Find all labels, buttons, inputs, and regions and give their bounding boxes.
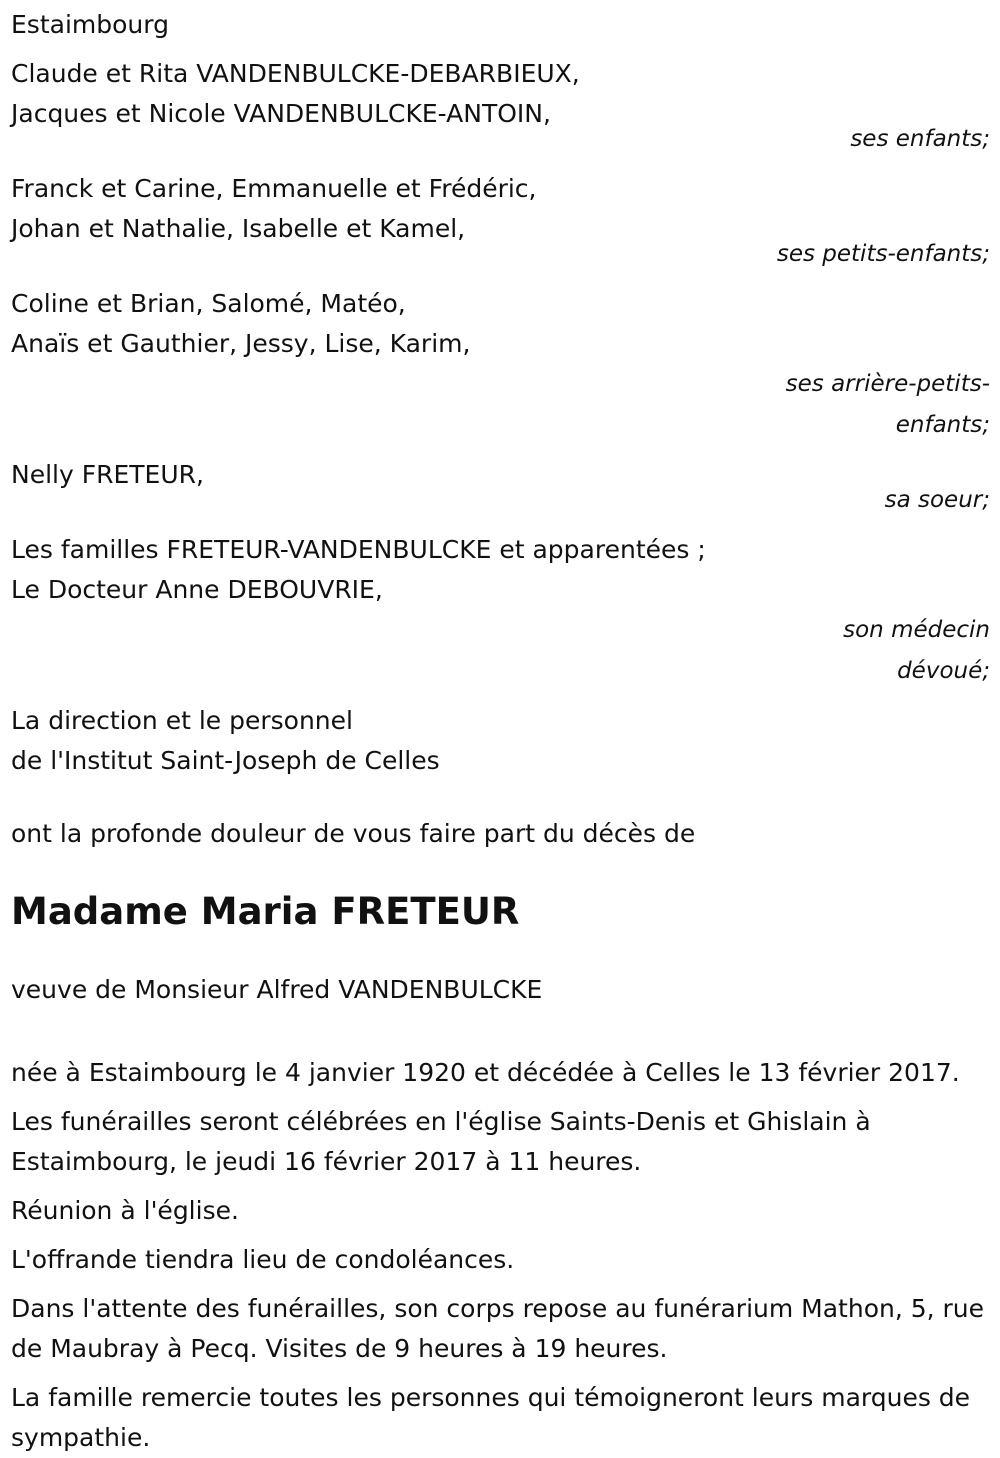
offering-text: L'offrande tiendra lieu de condoléances. bbox=[11, 1245, 515, 1274]
relation-label: son médecin bbox=[843, 617, 990, 643]
relation-label: sa soeur; bbox=[884, 487, 990, 513]
family-group-grandchildren bbox=[11, 169, 990, 275]
family-line: Anaïs et Gauthier, Jessy, Lise, Karim, bbox=[11, 329, 471, 358]
thanks-text: La famille remercie toutes les personnes qui témoigneront leurs marques de sympathie. bbox=[11, 1383, 971, 1452]
family-line: Franck et Carine, Emmanuelle et Frédéric, bbox=[11, 174, 537, 203]
family-group-children bbox=[11, 54, 990, 160]
widow-of-text: veuve de Monsieur Alfred VANDENBULCKE bbox=[11, 975, 543, 1004]
family-line: Les familles FRETEUR-VANDENBULCKE et apparentées ; bbox=[11, 535, 706, 564]
family-line: Coline et Brian, Salomé, Matéo, bbox=[11, 289, 406, 318]
viewing-text: Dans l'attente des funérailles, son corps repose au funérarium Mathon, 5, rue de Maubray à Pecq. Visites de 9 heures à 19 heures. bbox=[11, 1294, 985, 1363]
meeting-text: Réunion à l'église. bbox=[11, 1196, 239, 1225]
family-line: Le Docteur Anne DEBOUVRIE, bbox=[11, 575, 383, 604]
family-line: Claude et Rita VANDENBULCKE-DEBARBIEUX, bbox=[11, 59, 580, 88]
institute-group bbox=[11, 701, 990, 781]
institute-line: de l'Institut Saint-Joseph de Celles bbox=[11, 746, 440, 775]
family-group-sister bbox=[11, 455, 990, 521]
family-line: Jacques et Nicole VANDENBULCKE-ANTOIN, bbox=[11, 99, 551, 128]
family-group-great-grandchildren bbox=[11, 284, 990, 446]
relation-label: ses petits-enfants; bbox=[776, 241, 990, 267]
funeral-text: Les funérailles seront célébrées en l'église Saints-Denis et Ghislain à Estaimbourg, le jeudi 16 février 2017 à 11 heures. bbox=[11, 1107, 871, 1176]
location: Estaimbourg bbox=[11, 10, 169, 39]
relation-label: ses arrière-petits- bbox=[785, 371, 990, 397]
family-line: Johan et Nathalie, Isabelle et Kamel, bbox=[11, 214, 466, 243]
family-group-doctor bbox=[11, 530, 990, 692]
relation-label: ses enfants; bbox=[850, 126, 990, 152]
birth-death-text: née à Estaimbourg le 4 janvier 1920 et décédée à Celles le 13 février 2017. bbox=[11, 1058, 960, 1087]
institute-line: La direction et le personnel bbox=[11, 706, 353, 735]
deceased-name: Madame Maria FRETEUR bbox=[11, 890, 520, 933]
relation-label: enfants; bbox=[895, 412, 990, 438]
announcement-text: ont la profonde douleur de vous faire part du décès de bbox=[11, 819, 696, 848]
family-line: Nelly FRETEUR, bbox=[11, 460, 204, 489]
relation-label: dévoué; bbox=[897, 658, 990, 684]
